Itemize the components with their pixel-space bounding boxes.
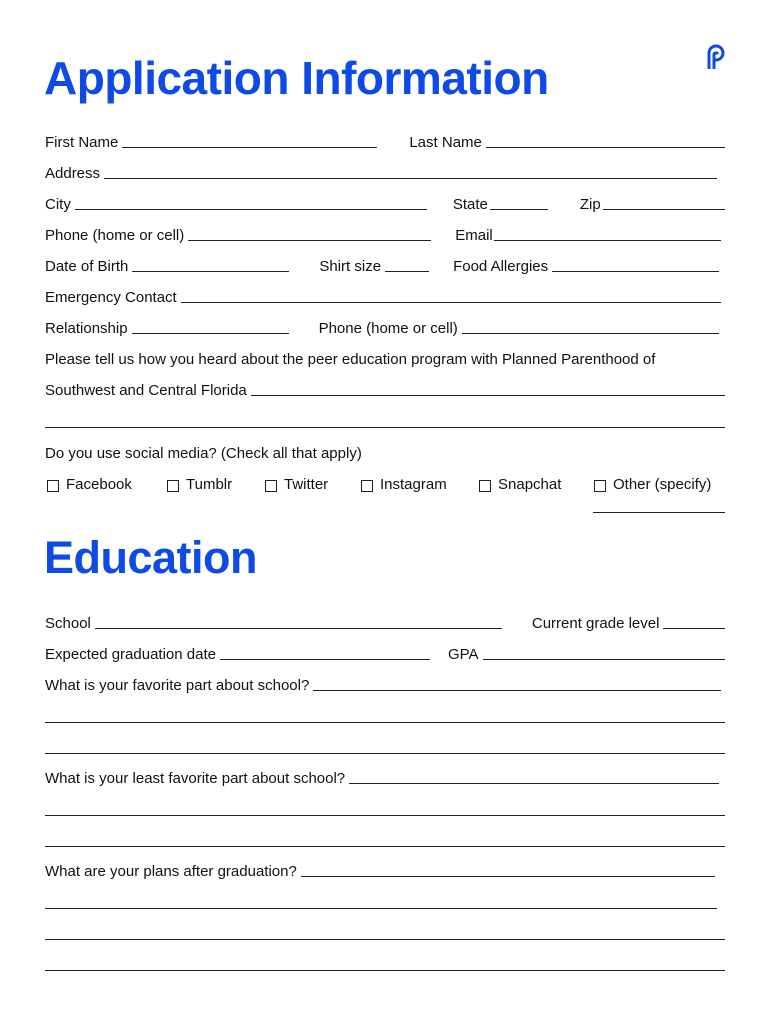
social-option-facebook[interactable]: Facebook — [47, 476, 132, 494]
state-field[interactable] — [490, 208, 548, 210]
heard-question-line1: Please tell us how you heard about the peer education program with Planned Parenthood of — [45, 351, 656, 368]
plans-answer-line[interactable] — [45, 939, 725, 940]
email-field[interactable] — [494, 239, 721, 241]
favorite-row — [45, 673, 725, 695]
phone2-label: Phone (home or cell) — [318, 320, 458, 337]
favorite-answer-line[interactable] — [45, 722, 725, 723]
first-name-label: First Name — [45, 134, 119, 151]
social-question: Do you use social media? (Check all that apply) — [45, 445, 362, 462]
social-question-row — [45, 441, 725, 463]
least-favorite-answer-field[interactable] — [349, 782, 719, 784]
plans-row — [45, 859, 725, 881]
school-label: School — [45, 615, 91, 632]
address-label: Address — [45, 165, 101, 182]
state-label: State — [452, 196, 488, 213]
emergency-contact-label: Emergency Contact — [45, 289, 177, 306]
city-row — [45, 192, 725, 214]
heard-question-line2: Southwest and Central Florida — [45, 382, 247, 399]
least-favorite-answer-line[interactable] — [45, 846, 725, 847]
dob-field[interactable] — [132, 270, 289, 272]
checkbox[interactable] — [361, 480, 373, 492]
dob-label: Date of Birth — [45, 258, 129, 275]
checkbox[interactable] — [167, 480, 179, 492]
gpa-label: GPA — [447, 646, 479, 663]
heard-answer-extra-line[interactable] — [45, 427, 725, 428]
social-option-other[interactable]: Other (specify) — [594, 476, 711, 494]
graduation-row — [45, 642, 725, 664]
plans-answer-field[interactable] — [301, 875, 715, 877]
food-allergies-label: Food Allergies — [453, 258, 549, 275]
least-favorite-answer-line[interactable] — [45, 815, 725, 816]
zip-label: Zip — [579, 196, 601, 213]
checkbox[interactable] — [265, 480, 277, 492]
social-option-instagram[interactable]: Instagram — [361, 476, 447, 494]
food-allergies-field[interactable] — [552, 270, 719, 272]
name-row — [45, 130, 725, 152]
relationship-label: Relationship — [45, 320, 128, 337]
grad-date-label: Expected graduation date — [45, 646, 216, 663]
favorite-question: What is your favorite part about school? — [45, 677, 310, 694]
grad-date-field[interactable] — [220, 658, 430, 660]
least-favorite-question: What is your least favorite part about school? — [45, 770, 346, 787]
checkbox[interactable] — [479, 480, 491, 492]
city-label: City — [45, 196, 71, 213]
school-row — [45, 611, 725, 633]
relationship-row — [45, 316, 725, 338]
checkbox[interactable] — [47, 480, 59, 492]
relationship-field[interactable] — [132, 332, 289, 334]
emergency-row — [45, 285, 725, 307]
phone2-field[interactable] — [462, 332, 719, 334]
planned-parenthood-logo-icon — [705, 44, 727, 70]
favorite-answer-field[interactable] — [313, 689, 721, 691]
social-option-twitter[interactable]: Twitter — [265, 476, 328, 494]
last-name-field[interactable] — [486, 146, 725, 148]
city-field[interactable] — [75, 208, 427, 210]
address-field[interactable] — [104, 177, 717, 179]
checkbox[interactable] — [594, 480, 606, 492]
grade-field[interactable] — [663, 627, 725, 629]
zip-field[interactable] — [603, 208, 725, 210]
heard-answer-field[interactable] — [251, 394, 725, 396]
grade-label: Current grade level — [531, 615, 660, 632]
social-option-snapchat[interactable]: Snapchat — [479, 476, 561, 494]
plans-answer-line[interactable] — [45, 970, 725, 971]
favorite-answer-line[interactable] — [45, 753, 725, 754]
address-row — [45, 161, 725, 183]
plans-answer-line[interactable] — [45, 908, 717, 909]
email-label: Email — [455, 227, 493, 244]
dob-row — [45, 254, 725, 276]
phone-row — [45, 223, 725, 245]
phone-field[interactable] — [188, 239, 431, 241]
heard-question-row2 — [45, 378, 725, 400]
emergency-contact-field[interactable] — [181, 301, 721, 303]
last-name-label: Last Name — [409, 134, 482, 151]
school-field[interactable] — [95, 627, 502, 629]
section-title-education: Education — [44, 532, 258, 583]
other-specify-field[interactable] — [593, 512, 725, 513]
gpa-field[interactable] — [483, 658, 725, 660]
section-title-application: Application Information — [44, 52, 549, 104]
phone-label: Phone (home or cell) — [45, 227, 185, 244]
shirt-size-label: Shirt size — [319, 258, 382, 275]
least-favorite-row — [45, 766, 725, 788]
plans-question: What are your plans after graduation? — [45, 863, 297, 880]
social-option-tumblr[interactable]: Tumblr — [167, 476, 232, 494]
first-name-field[interactable] — [122, 146, 377, 148]
heard-question-row — [45, 347, 725, 369]
social-options-row — [45, 472, 725, 494]
shirt-size-field[interactable] — [385, 270, 429, 272]
